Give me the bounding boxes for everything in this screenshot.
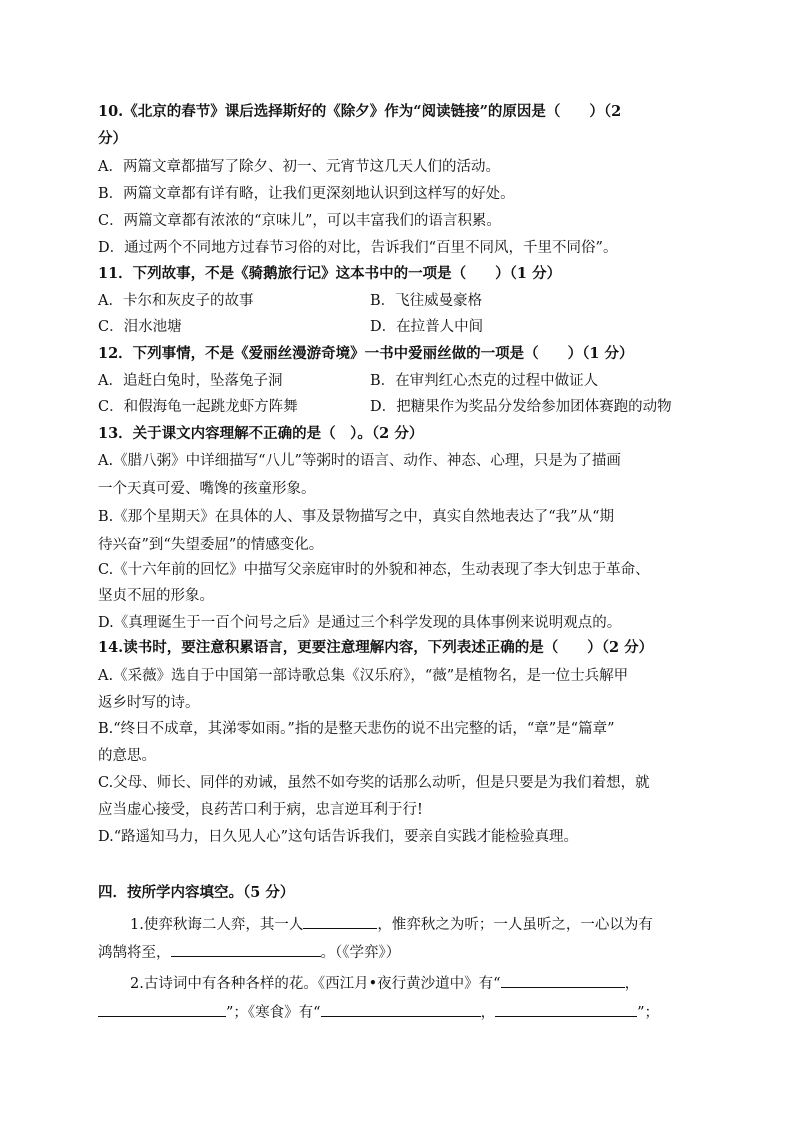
fill-item-1-text-c: 鸿鹄将至， xyxy=(98,945,171,961)
section4-title: 四．按所学内容填空。（5 分） xyxy=(98,884,295,901)
q11-stem: 11．下列故事，不是《骑鹅旅行记》这本书中的一项是（ ）（1 分） xyxy=(98,265,562,282)
fill-item-2-text-b: ， xyxy=(624,976,640,992)
fill-item-2-text-c: ”；《寒食》有“ xyxy=(226,1005,321,1021)
q13-stem: 13．关于课文内容理解不正确的是（ ）。（2 分） xyxy=(98,425,424,442)
fill-blank-5[interactable] xyxy=(321,1002,481,1017)
q10-stem-line2: 分） xyxy=(98,130,127,147)
fill-blank-4[interactable] xyxy=(98,1002,226,1017)
fill-item-2-text-d: ， xyxy=(480,1005,496,1021)
q14-line-3: B.“终日不成章，其涕零如雨。”指的是整天悲伤的说不出完整的话，“章”是“篇章” xyxy=(98,721,615,737)
fill-item-2-line1 xyxy=(130,973,639,994)
q11-option-c: C．泪水池塘 xyxy=(98,319,182,335)
q14-line-4: 的意思。 xyxy=(98,748,156,764)
fill-blank-2[interactable] xyxy=(171,942,321,957)
q13-line-4: 待兴奋”到“失望委屈”的情感变化。 xyxy=(98,537,324,553)
q13-line-2: 一个天真可爱、嘴馋的孩童形象。 xyxy=(98,481,316,497)
q10-option-c: C．两篇文章都有浓浓的“京味儿”，可以丰富我们的语言积累。 xyxy=(98,213,501,229)
q14-line-2: 返乡时写的诗。 xyxy=(98,695,200,711)
fill-item-1-line2 xyxy=(98,942,400,963)
fill-item-1-line1 xyxy=(130,914,653,935)
q11-option-a: A．卡尔和灰皮子的故事 xyxy=(98,293,254,309)
fill-blank-6[interactable] xyxy=(495,1002,637,1017)
q10-stem-line1: 10.《北京的春节》课后选择斯好的《除夕》作为“阅读链接”的原因是（ ）（2 xyxy=(98,103,622,120)
q12-option-b: B．在审判红心杰克的过程中做证人 xyxy=(370,373,599,389)
q14-line-7: D.“路遥知马力，日久见人心”这句话告诉我们，要亲自实践才能检验真理。 xyxy=(98,829,579,845)
q13-line-6: 坚贞不屈的形象。 xyxy=(98,588,214,604)
fill-blank-1[interactable] xyxy=(303,914,377,929)
fill-item-1-text-a: 1.使弈秋诲二人弈，其一人 xyxy=(130,917,304,933)
q14-stem: 14.读书时，要注意积累语言，更要注意理解内容，下列表述正确的是（ ）（2 分） xyxy=(98,639,654,656)
fill-item-1-text-b: ，惟弈秋之为听；一人虽听之，一心以为有 xyxy=(377,917,653,933)
q10-option-b: B．两篇文章都有详有略，让我们更深刻地认识到这样写的好处。 xyxy=(98,186,515,202)
q12-option-c: C．和假海龟一起跳龙虾方阵舞 xyxy=(98,399,298,415)
q13-line-7: D.《真理诞生于一百个问号之后》是通过三个科学发现的具体事例来说明观点的。 xyxy=(98,615,622,631)
fill-item-2-text-e: ”； xyxy=(637,1005,659,1021)
q11-option-d: D．在拉普人中间 xyxy=(370,319,484,335)
q13-line-5: C.《十六年前的回忆》中描写父亲庭审时的外貌和神态，生动表现了李大钊忠于革命、 xyxy=(98,562,650,578)
q13-line-3: B.《那个星期天》在具体的人、事及景物描写之中，真实自然地表达了“我”从“期 xyxy=(98,509,615,525)
q12-stem: 12．下列事情，不是《爱丽丝漫游奇境》一书中爱丽丝做的一项是（ ）（1 分） xyxy=(98,345,634,362)
fill-blank-3[interactable] xyxy=(501,973,625,988)
q14-line-6: 应当虚心接受，良药苦口利于病，忠言逆耳利于行! xyxy=(98,802,423,818)
fill-item-2-text-a: 2.古诗词中有各种各样的花。《西江月•夜行黄沙道中》有“ xyxy=(130,976,501,992)
q10-option-d: D．通过两个不同地方过春节习俗的对比，告诉我们“百里不同风，千里不同俗”。 xyxy=(98,240,618,256)
q14-line-5: C.父母、师长、同伴的劝诫，虽然不如夸奖的话那么动听，但是只要是为我们着想，就 xyxy=(98,775,650,791)
q14-line-1: A.《采薇》选自于中国第一部诗歌总集《汉乐府》，“薇”是植物名，是一位士兵解甲 xyxy=(98,668,629,684)
q13-line-1: A.《腊八粥》中详细描写“八儿”等粥时的语言、动作、神态、心理，只是为了描画 xyxy=(98,453,621,469)
fill-item-2-line2 xyxy=(98,1002,659,1023)
q10-option-a: A．两篇文章都描写了除夕、初一、元宵节这几天人们的活动。 xyxy=(98,159,500,175)
q12-option-d: D．把糖果作为奖品分发给参加团体赛跑的动物 xyxy=(370,399,672,415)
q12-option-a: A．追赶白兔时，坠落兔子洞 xyxy=(98,373,283,389)
fill-item-1-text-d: 。（《学弈》） xyxy=(320,945,401,961)
q11-option-b: B．飞往威曼豪格 xyxy=(370,293,483,309)
